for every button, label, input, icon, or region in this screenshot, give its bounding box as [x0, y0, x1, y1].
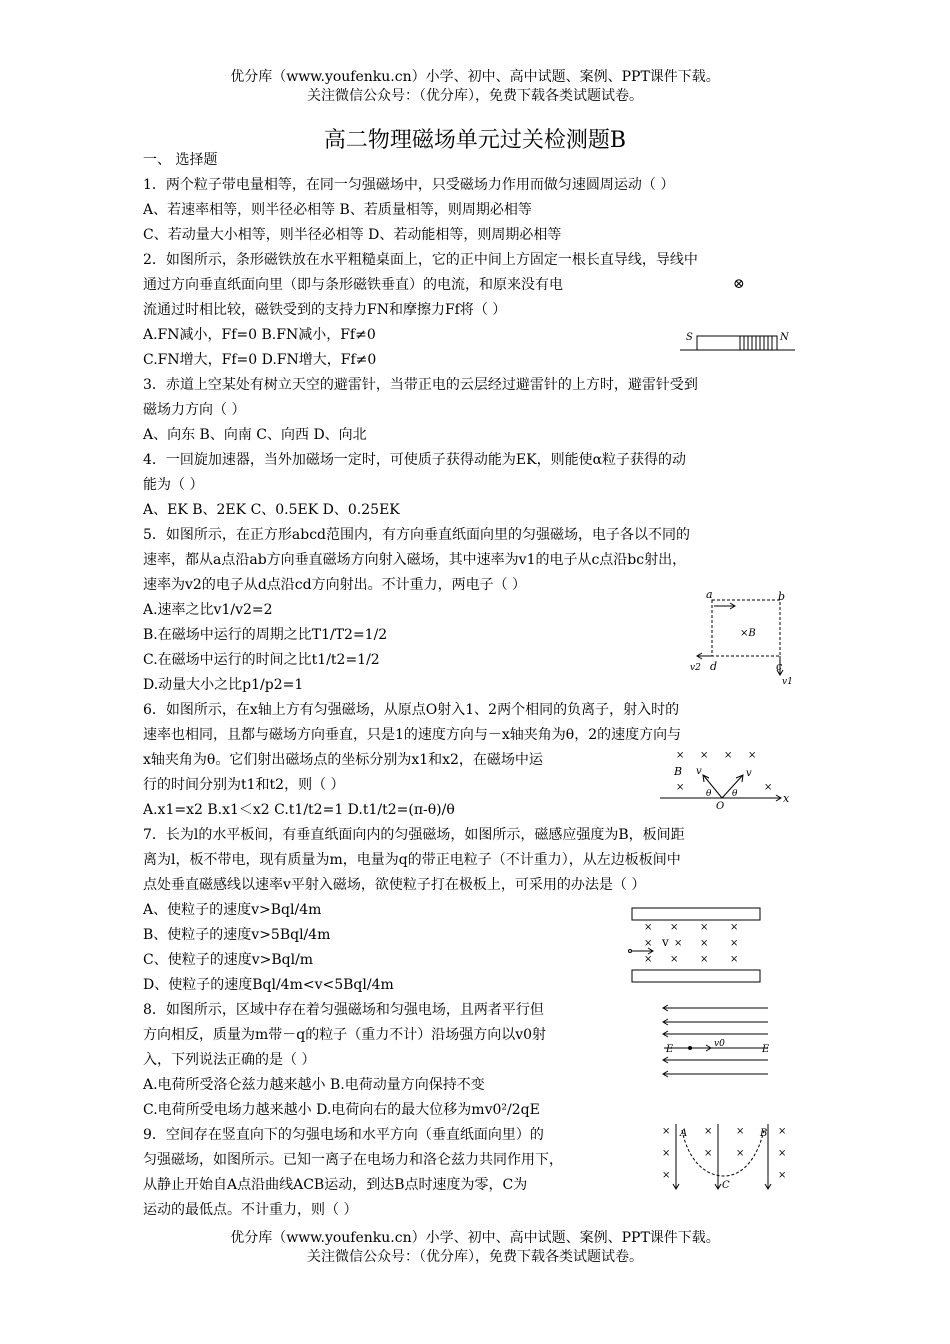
- svg-text:×: ×: [674, 938, 683, 949]
- svg-text:×: ×: [778, 1170, 787, 1181]
- svg-text:×: ×: [704, 1126, 713, 1137]
- q5-opt-d: D.动量大小之比p1/p2=1: [143, 677, 304, 693]
- q6-stem-1: 6．如图所示，在x轴上方有匀强磁场，从原点O射入1、2两个相同的负离子，射入时的: [143, 702, 680, 718]
- svg-text:×: ×: [778, 1126, 787, 1137]
- q7-stem-3: 点处垂直磁感线以速率v平射入磁场，欲使粒子打在极板上，可采用的办法是（ ）: [143, 877, 646, 893]
- ion-1-v-label: v: [696, 766, 702, 777]
- svg-text:×: ×: [736, 1126, 745, 1137]
- q9-stem-1: 9．空间存在竖直向下的匀强电场和水平方向（垂直纸面向里）的: [143, 1127, 544, 1143]
- label-d: d: [710, 660, 718, 673]
- q8-stem-3: 入，下列说法正确的是（ ）: [143, 1052, 316, 1068]
- svg-text:×: ×: [700, 750, 709, 761]
- q6-stem-2: 速率也相同，且都与磁场方向垂直，只是1的速度方向与－x轴夹角为θ，2的速度方向与: [143, 727, 682, 743]
- header-line-2: 关注微信公众号：（优分库），免费下载各类试题试卷。: [307, 88, 643, 104]
- q9-stem-2: 匀强磁场，如图所示。已知一离子在电场力和洛仑兹力共同作用下，: [143, 1152, 563, 1168]
- q6-options: A.x1=x2 B.x1＜x2 C.t1/t2=1 D.t1/t2=(π-θ)/θ: [143, 802, 455, 818]
- svg-text:×: ×: [730, 922, 739, 933]
- q9-stem-3: 从静止开始自A点沿曲线ACB运动，到达B点时速度为零，C为: [143, 1177, 528, 1193]
- svg-text:×: ×: [730, 954, 739, 965]
- v0-label: v0: [714, 1039, 725, 1049]
- trajectory-acb: [682, 1130, 764, 1176]
- q5-opt-b: B.在磁场中运行的周期之比T1/T2=1/2: [143, 627, 388, 643]
- field-crosses: [676, 750, 772, 793]
- header-line-1: 优分库（www.youfenku.cn）小学、初中、高中试题、案例、PPT课件下载。: [230, 69, 720, 85]
- top-plate: [632, 908, 760, 920]
- svg-text:×: ×: [736, 1148, 745, 1159]
- q5-stem-3: 速率为v2的电子从d点沿cd方向射出。不计重力，两电子（ ）: [143, 577, 527, 593]
- q6-stem-3: x轴夹角为θ。它们射出磁场点的坐标分别为x1和x2，在磁场中运: [143, 752, 543, 768]
- svg-text:×: ×: [748, 750, 757, 761]
- bottom-plate: [632, 970, 760, 982]
- svg-text:×: ×: [704, 1148, 713, 1159]
- q1-opt-cd: C、若动量大小相等，则半径必相等 D、若动能相等，则周期必相等: [143, 227, 562, 243]
- q1-stem: 1．两个粒子带电量相等，在同一匀强磁场中，只受磁场力作用而做匀速圆周运动（ ）: [143, 177, 675, 193]
- magnet-n-label: N: [780, 332, 789, 343]
- q7-opt-b: B、使粒子的速度v>5Bql/4m: [143, 927, 331, 943]
- q6-stem-4: 行的时间分别为t1和t2，则（ ）: [143, 777, 345, 793]
- svg-text:×: ×: [778, 1148, 787, 1159]
- q6-figure: [656, 748, 796, 810]
- field-label-right: E: [762, 1044, 770, 1055]
- velocity-label: v: [662, 935, 669, 949]
- q3-stem-2: 磁场力方向（ ）: [143, 402, 246, 418]
- velocity-arrow: [632, 948, 653, 954]
- q5-opt-c: C.在磁场中运行的时间之比t1/t2=1/2: [143, 652, 380, 668]
- svg-text:×: ×: [730, 938, 739, 949]
- field-label-b: ×B: [740, 628, 756, 639]
- q8-stem-2: 方向相反，质量为m带－q的粒子（重力不计）沿场强方向以v0射: [143, 1027, 547, 1043]
- svg-text:×: ×: [700, 954, 709, 965]
- q8-opt-cd: C.电荷所受电场力越来越小 D.电荷向右的最大位移为mv0²/2qE: [143, 1102, 540, 1118]
- q8-figure: [660, 1000, 780, 1082]
- q9-figure: [660, 1120, 795, 1200]
- ion-2-v-label: v: [746, 768, 752, 779]
- q9-stem-4: 运动的最低点。不计重力，则（ ）: [143, 1202, 358, 1218]
- charge-particle: [688, 1046, 692, 1050]
- svg-text:×: ×: [724, 750, 733, 761]
- q7-opt-d: D、使粒子的速度Bql/4m<v<5Bql/4m: [143, 977, 394, 993]
- field-label-b: B: [674, 765, 683, 778]
- q4-stem-2: 能为（ ）: [143, 477, 204, 493]
- svg-text:×: ×: [700, 938, 709, 949]
- footer-line-1: 优分库（www.youfenku.cn）小学、初中、高中试题、案例、PPT课件下载。: [230, 1230, 720, 1246]
- entry-arrow: [714, 603, 735, 609]
- v0-arrow: [692, 1045, 711, 1051]
- svg-text:×: ×: [644, 922, 653, 933]
- q7-stem-1: 7．长为l的水平板间，有垂直纸面向内的匀强磁场，如图所示，磁感应强度为B，板间距: [143, 827, 685, 843]
- q7-stem-2: 离为l，板不带电，现有质量为m，电量为q的带正电粒子（不计重力），从左边板板间中: [143, 852, 681, 868]
- svg-text:×: ×: [700, 922, 709, 933]
- svg-text:×: ×: [644, 954, 653, 965]
- label-c: c: [776, 660, 783, 673]
- svg-text:×: ×: [662, 1126, 671, 1137]
- label-b: b: [778, 590, 786, 603]
- q7-opt-c: C、使粒子的速度v>Bql/m: [143, 952, 314, 968]
- q1-opt-ab: A、若速率相等，则半径必相等 B、若质量相等，则周期必相等: [143, 202, 532, 218]
- q7-opt-a: A、使粒子的速度v>Bql/4m: [143, 902, 322, 918]
- v2-arrow: [697, 653, 712, 659]
- bar-magnet: [697, 336, 777, 350]
- q5-opt-a: A.速率之比v1/v2=2: [143, 602, 273, 618]
- svg-text:×: ×: [662, 1170, 671, 1181]
- point-c-label: C: [722, 1180, 730, 1191]
- theta-label-1: θ: [706, 789, 712, 799]
- wire-current-symbol: ⊗: [733, 276, 745, 292]
- svg-text:×: ×: [670, 922, 679, 933]
- point-a-label: A: [680, 1128, 688, 1139]
- q5-stem-2: 速率，都从a点沿ab方向垂直磁场方向射入磁场，其中速率为v1的电子从c点沿bc射出，: [143, 552, 687, 568]
- q7-figure: [622, 900, 767, 988]
- q8-opt-ab: A.电荷所受洛仑兹力越来越小 B.电荷动量方向保持不变: [143, 1077, 485, 1093]
- theta-label-2: θ: [732, 789, 738, 799]
- magnet-s-label: S: [686, 332, 693, 343]
- q4-options: A、EK B、2EK C、0.5EK D、0.25EK: [143, 502, 400, 518]
- particle: [629, 950, 632, 953]
- q8-stem-1: 8．如图所示，区域中存在着匀强磁场和匀强电场，且两者平行但: [143, 1002, 544, 1018]
- x-axis-label: x: [783, 792, 790, 805]
- origin-label: O: [716, 801, 725, 812]
- q3-stem-1: 3．赤道上空某处有树立天空的避雷针，当带正电的云层经过避雷针的上方时，避雷针受到: [143, 377, 698, 393]
- q4-stem-1: 4．一回旋加速器，当外加磁场一定时，可使质子获得动能为EK，则能使α粒子获得的动: [143, 452, 687, 468]
- point-b-label: B: [760, 1128, 768, 1139]
- svg-text:×: ×: [764, 782, 773, 793]
- q5-stem-1: 5．如图所示，在正方形abcd范围内，有方向垂直纸面向里的匀强磁场，电子各以不同的: [143, 527, 691, 543]
- svg-text:×: ×: [670, 954, 679, 965]
- q2-stem-2: 通过方向垂直纸面向里（即与条形磁铁垂直）的电流，和原来没有电: [143, 277, 563, 293]
- page-title: 高二物理磁场单元过关检测题B: [323, 128, 627, 153]
- section-heading: 一、 选择题: [143, 152, 218, 168]
- v2-label: v2: [690, 663, 701, 673]
- q5-figure: [688, 588, 808, 688]
- svg-text:×: ×: [676, 750, 685, 761]
- q2-stem-1: 2．如图所示，条形磁铁放在水平粗糙桌面上，它的正中间上方固定一根长直导线，导线中: [143, 252, 698, 268]
- label-a: a: [706, 588, 713, 601]
- q2-figure: [680, 272, 800, 358]
- q2-stem-3: 流通过时相比较，磁铁受到的支持力FN和摩擦力Ff将（ ）: [143, 302, 507, 318]
- v1-label: v1: [782, 677, 793, 687]
- q2-opt-cd: C.FN增大，Ff=0 D.FN增大，Ff≠0: [143, 352, 377, 368]
- q3-options: A、向东 B、向南 C、向西 D、向北: [143, 427, 367, 443]
- footer-line-2: 关注微信公众号：（优分库），免费下载各类试题试卷。: [307, 1249, 643, 1265]
- svg-text:×: ×: [662, 1148, 671, 1159]
- field-crosses: [644, 922, 738, 965]
- q2-opt-ab: A.FN减小，Ff=0 B.FN减小，Ff≠0: [143, 327, 376, 343]
- svg-text:×: ×: [644, 938, 653, 949]
- field-label-left: E: [666, 1044, 674, 1055]
- svg-text:×: ×: [676, 782, 685, 793]
